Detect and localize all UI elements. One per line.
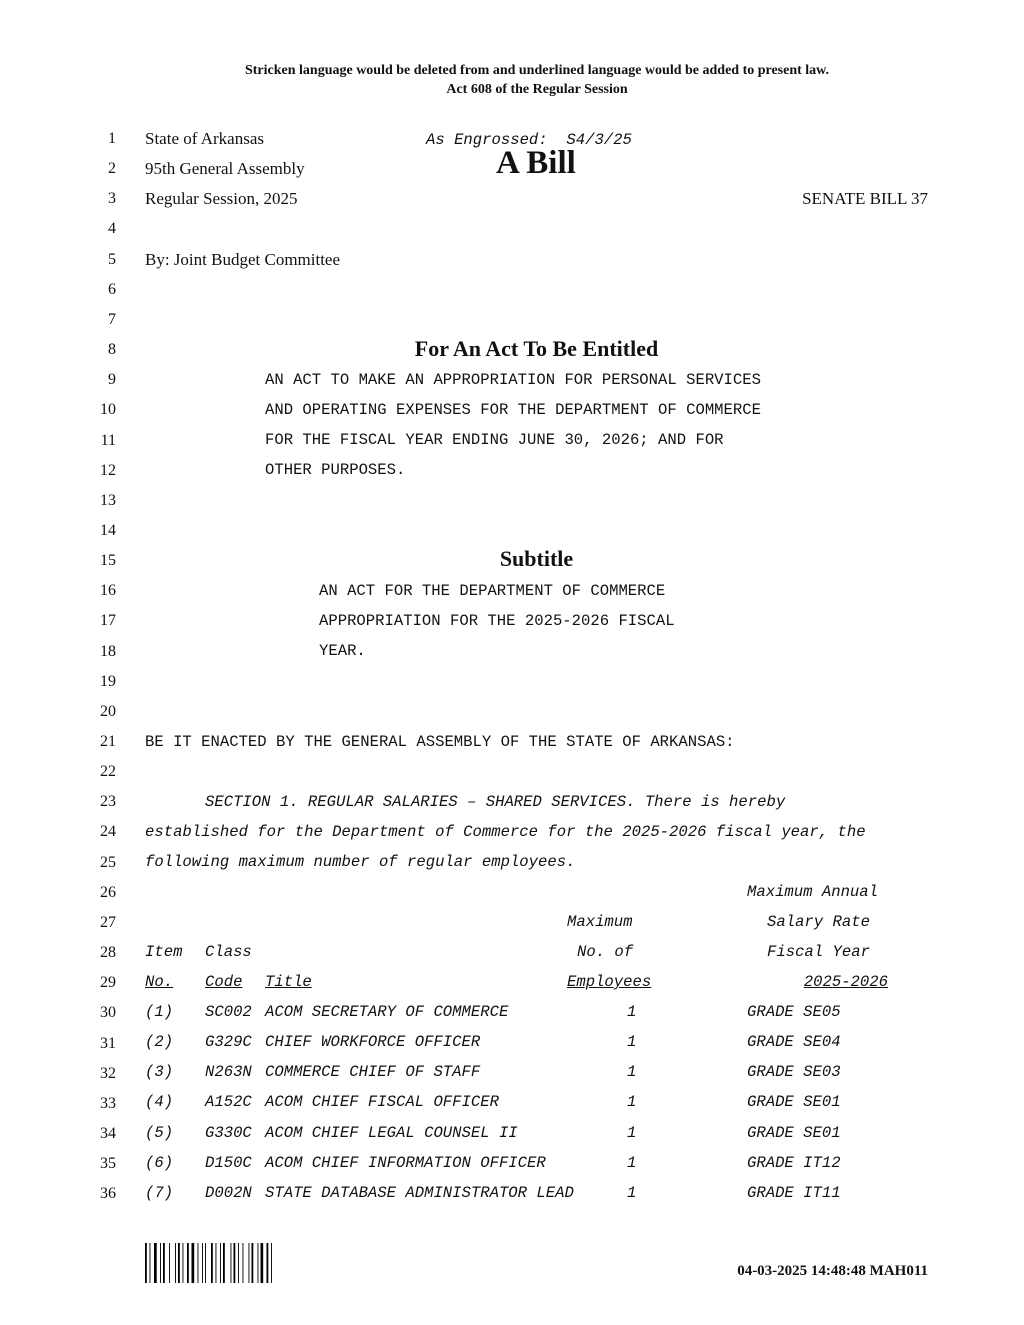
subtitle-line: YEAR. bbox=[319, 642, 366, 660]
line-number: 7 bbox=[108, 311, 116, 328]
line-number: 11 bbox=[100, 432, 116, 449]
cell-item: (3) bbox=[145, 1063, 174, 1081]
sponsor: By: Joint Budget Committee bbox=[145, 250, 341, 269]
line-number: 10 bbox=[100, 401, 116, 418]
line-number: 12 bbox=[100, 462, 116, 479]
title-heading: For An Act To Be Entitled bbox=[414, 336, 659, 361]
cell-item: (6) bbox=[145, 1154, 174, 1172]
line-number: 5 bbox=[108, 251, 116, 268]
col-header-max-annual: Maximum Annual bbox=[747, 883, 879, 901]
line-number: 36 bbox=[100, 1185, 116, 1202]
cell-count: 1 bbox=[627, 1003, 637, 1021]
general-assembly: 95th General Assembly bbox=[145, 159, 305, 178]
cell-item: (1) bbox=[145, 1003, 174, 1021]
barcode-bar bbox=[198, 1243, 199, 1283]
notice-line-2: Act 608 of the Regular Session bbox=[446, 82, 628, 97]
cell-count: 1 bbox=[627, 1154, 637, 1172]
line-number: 14 bbox=[100, 522, 116, 539]
session: Regular Session, 2025 bbox=[145, 189, 298, 208]
cell-code: SC002 bbox=[205, 1003, 252, 1021]
line-number: 33 bbox=[100, 1095, 116, 1112]
cell-count: 1 bbox=[627, 1033, 637, 1051]
barcode-bar bbox=[211, 1243, 213, 1283]
line-number: 31 bbox=[100, 1035, 116, 1052]
line-number: 17 bbox=[100, 612, 116, 629]
line-number: 18 bbox=[100, 643, 116, 660]
barcode bbox=[145, 1243, 275, 1283]
barcode-bar bbox=[234, 1243, 236, 1283]
col-header-no: No. bbox=[145, 973, 174, 991]
cell-title: ACOM SECRETARY OF COMMERCE bbox=[265, 1003, 509, 1021]
title-line: FOR THE FISCAL YEAR ENDING JUNE 30, 2026; AND FOR bbox=[265, 431, 724, 449]
line-number: 4 bbox=[108, 220, 116, 237]
barcode-bar bbox=[192, 1243, 195, 1283]
line-number: 19 bbox=[100, 673, 116, 690]
barcode-bar bbox=[150, 1243, 151, 1283]
barcode-bar bbox=[243, 1243, 244, 1283]
footer-stamp: 04-03-2025 14:48:48 MAH011 bbox=[737, 1263, 928, 1279]
line-number: 3 bbox=[108, 190, 116, 207]
cell-grade: GRADE SE01 bbox=[747, 1124, 841, 1142]
cell-item: (5) bbox=[145, 1124, 174, 1142]
line-number: 16 bbox=[100, 582, 116, 599]
line-number: 20 bbox=[100, 703, 116, 720]
col-header-salary-rate: Salary Rate bbox=[767, 913, 870, 931]
cell-item: (2) bbox=[145, 1033, 174, 1051]
barcode-bar bbox=[238, 1243, 239, 1283]
col-header-code: Code bbox=[205, 973, 243, 991]
col-header-class: Class bbox=[205, 943, 252, 961]
line-number: 15 bbox=[100, 552, 116, 569]
enacting-clause: BE IT ENACTED BY THE GENERAL ASSEMBLY OF THE STATE OF ARKANSAS: bbox=[145, 733, 735, 751]
title-line: AN ACT TO MAKE AN APPROPRIATION FOR PERSONAL SERVICES bbox=[265, 371, 761, 389]
state-name: State of Arkansas bbox=[145, 129, 264, 148]
notice-line-1: Stricken language would be deleted from and underlined language would be added to present law. bbox=[244, 63, 830, 78]
barcode-bar bbox=[160, 1243, 161, 1283]
line-number: 30 bbox=[100, 1004, 116, 1021]
doc-type: A Bill bbox=[496, 145, 576, 181]
line-number: 25 bbox=[100, 854, 116, 871]
line-number: 26 bbox=[100, 884, 116, 901]
col-header-item: Item bbox=[145, 943, 183, 961]
section-1-text: established for the Department of Commerce for the 2025-2026 fiscal year, the bbox=[145, 823, 866, 841]
line-number: 29 bbox=[100, 974, 116, 991]
cell-code: G329C bbox=[205, 1033, 252, 1051]
title-line: AND OPERATING EXPENSES FOR THE DEPARTMENT OF COMMERCE bbox=[265, 401, 761, 419]
line-number: 2 bbox=[108, 160, 116, 177]
barcode-bar bbox=[223, 1243, 225, 1283]
cell-grade: GRADE SE04 bbox=[747, 1033, 841, 1051]
cell-item: (7) bbox=[145, 1184, 174, 1202]
barcode-bar bbox=[220, 1243, 221, 1283]
cell-title: STATE DATABASE ADMINISTRATOR LEAD bbox=[265, 1184, 574, 1202]
line-number: 27 bbox=[100, 914, 116, 931]
barcode-bar bbox=[249, 1243, 250, 1283]
barcode-bar bbox=[169, 1243, 170, 1283]
cell-count: 1 bbox=[627, 1093, 637, 1111]
line-number: 24 bbox=[100, 823, 116, 840]
barcode-bar bbox=[202, 1243, 203, 1283]
line-number: 6 bbox=[108, 281, 116, 298]
cell-grade: GRADE SE03 bbox=[747, 1063, 841, 1081]
line-number: 9 bbox=[108, 371, 116, 388]
cell-code: G330C bbox=[205, 1124, 252, 1142]
barcode-bar bbox=[258, 1243, 259, 1283]
cell-grade: GRADE SE05 bbox=[747, 1003, 841, 1021]
cell-grade: GRADE SE01 bbox=[747, 1093, 841, 1111]
line-number: 28 bbox=[100, 944, 116, 961]
section-1-text: following maximum number of regular employees. bbox=[145, 853, 576, 871]
section-1-heading: SECTION 1. REGULAR SALARIES – SHARED SERVICES. There is hereby bbox=[205, 793, 786, 811]
line-number: 23 bbox=[100, 793, 116, 810]
line-number: 1 bbox=[108, 130, 116, 147]
cell-title: ACOM CHIEF INFORMATION OFFICER bbox=[265, 1154, 546, 1172]
barcode-bar bbox=[216, 1243, 217, 1283]
cell-grade: GRADE IT12 bbox=[747, 1154, 841, 1172]
col-header-fiscal-year: Fiscal Year bbox=[767, 943, 870, 961]
line-number: 35 bbox=[100, 1155, 116, 1172]
cell-title: CHIEF WORKFORCE OFFICER bbox=[265, 1033, 481, 1051]
engrossed-stamp: As Engrossed: S4/3/25 bbox=[426, 131, 632, 149]
cell-title: ACOM CHIEF LEGAL COUNSEL II bbox=[265, 1124, 518, 1142]
cell-title: ACOM CHIEF FISCAL OFFICER bbox=[265, 1093, 499, 1111]
subtitle-line: AN ACT FOR THE DEPARTMENT OF COMMERCE bbox=[319, 582, 666, 600]
col-header-no-of: No. of bbox=[577, 943, 634, 961]
barcode-bar bbox=[205, 1243, 206, 1283]
barcode-bar bbox=[187, 1243, 189, 1283]
barcode-bar bbox=[271, 1243, 272, 1283]
cell-code: N263N bbox=[205, 1063, 252, 1081]
line-number: 13 bbox=[100, 492, 116, 509]
line-number: 21 bbox=[100, 733, 116, 750]
barcode-bar bbox=[252, 1243, 254, 1283]
cell-count: 1 bbox=[627, 1184, 637, 1202]
cell-title: COMMERCE CHIEF OF STAFF bbox=[265, 1063, 481, 1081]
subtitle-heading: Subtitle bbox=[499, 546, 574, 571]
cell-count: 1 bbox=[627, 1124, 637, 1142]
barcode-bar bbox=[154, 1243, 157, 1283]
line-number: 8 bbox=[108, 341, 116, 358]
cell-count: 1 bbox=[627, 1063, 637, 1081]
barcode-bar bbox=[178, 1243, 180, 1283]
col-header-maximum: Maximum bbox=[567, 913, 633, 931]
line-number: 22 bbox=[100, 763, 116, 780]
cell-grade: GRADE IT11 bbox=[747, 1184, 841, 1202]
barcode-bar bbox=[183, 1243, 184, 1283]
bill-number: SENATE BILL 37 bbox=[802, 189, 928, 208]
line-number: 32 bbox=[100, 1065, 116, 1082]
subtitle-line: APPROPRIATION FOR THE 2025-2026 FISCAL bbox=[319, 612, 675, 630]
barcode-bar bbox=[267, 1243, 269, 1283]
barcode-bar bbox=[145, 1243, 147, 1283]
col-header-title: Title bbox=[265, 973, 312, 991]
line-number: 34 bbox=[100, 1125, 116, 1142]
barcode-bar bbox=[231, 1243, 232, 1283]
cell-code: A152C bbox=[205, 1093, 252, 1111]
barcode-bar bbox=[261, 1243, 264, 1283]
barcode-bar bbox=[163, 1243, 165, 1283]
barcode-bar bbox=[175, 1243, 176, 1283]
cell-code: D002N bbox=[205, 1184, 252, 1202]
col-header-employees: Employees bbox=[567, 973, 652, 991]
cell-code: D150C bbox=[205, 1154, 252, 1172]
cell-item: (4) bbox=[145, 1093, 174, 1111]
col-header-year-range: 2025-2026 bbox=[803, 973, 888, 991]
title-line: OTHER PURPOSES. bbox=[265, 461, 406, 479]
